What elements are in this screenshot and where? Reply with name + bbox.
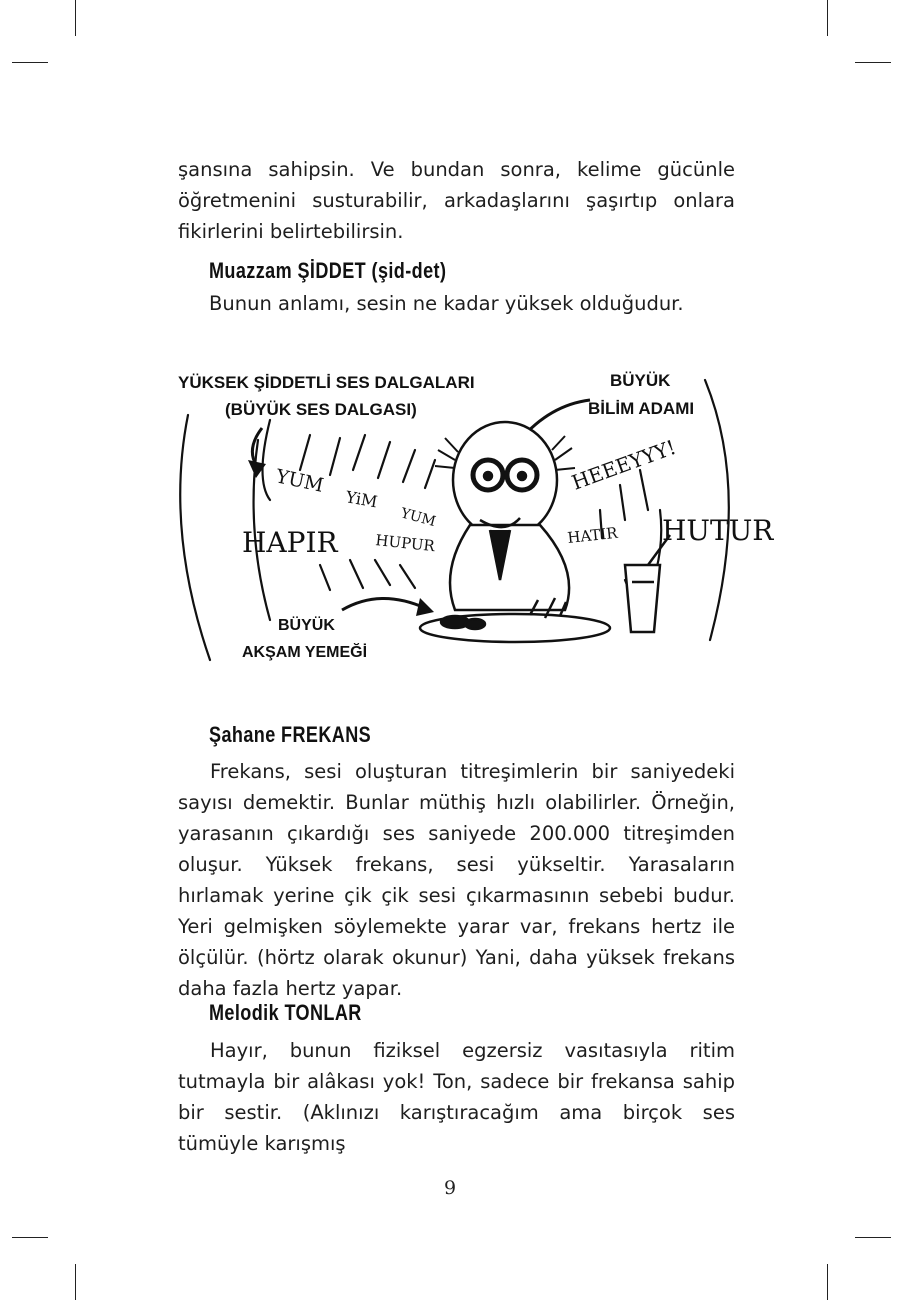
label-scientist-line2: BİLİM ADAMI	[588, 399, 695, 418]
drink-glass	[625, 535, 670, 632]
label-sound-waves-line2: (BÜYÜK SES DALGASI)	[225, 400, 417, 419]
crop-mark	[12, 62, 48, 63]
section-heading-tonlar: Melodik TONLAR	[209, 1000, 362, 1025]
crop-mark	[75, 0, 76, 36]
sound-word-heeeyyy: HEEEYYY!	[568, 434, 680, 495]
section-text-siddet: Bunun anlamı, sesin ne kadar yüksek olduğudur.	[209, 292, 684, 315]
sound-word-hutur: HUTUR	[662, 514, 774, 547]
sound-word-hupur: HUPUR	[374, 531, 436, 556]
section-text-frekans: Frekans, sesi oluşturan titreşimlerin bir saniyedeki sayısı demektir. Bunlar müthiş hızlı olabilirler. Örneğin, yarasanın çıkardığı ses saniyede 200.000 titreşimden oluşur. Yüksek frekans, sesi yükseltir. Yarasaların hırlamak yerine çik çik sesi çıkarmasının sebebi budur. Yeri gelmişken söylemekte yarar var, frekans hertz ile ölçülür. (hörtz olarak okunur) Yani, daha yüksek frekans daha fazla hertz yapar.	[178, 760, 735, 1000]
section-heading-frekans: Şahane FREKANS	[209, 722, 372, 747]
crop-mark	[827, 1264, 828, 1300]
sound-word-hatir: HATIR	[566, 523, 619, 547]
page-number: 9	[443, 1177, 457, 1199]
crop-mark	[75, 1264, 76, 1300]
sound-word-hapir: HAPIR	[242, 526, 338, 559]
crop-mark	[827, 0, 828, 36]
sound-word-yum-1: YUM	[273, 465, 326, 497]
label-scientist-line1: BÜYÜK	[610, 371, 671, 390]
label-dinner-line2: AKŞAM YEMEĞİ	[242, 644, 368, 661]
label-dinner-line1: BÜYÜK	[278, 617, 335, 634]
section-heading-siddet: Muazzam ŞİDDET (şid-det)	[209, 258, 447, 283]
scientist-figure	[450, 422, 569, 610]
section-text-tonlar: Hayır, bunun fiziksel egzersiz vasıtasıyla ritim tutmayla bir alâkası yok! Ton, sadece bir frekansa sahip bir sestir. (Aklınızı karıştıracağım ama birçok ses tümüyle karışmış	[178, 1039, 735, 1155]
sound-word-yum-2: YUM	[398, 505, 438, 531]
label-sound-waves-line1: YÜKSEK ŞİDDETLİ SES DALGALARI	[178, 373, 475, 392]
crop-mark	[855, 1237, 891, 1238]
intro-paragraph: şansına sahipsin. Ve bundan sonra, kelime gücünle öğretmenini susturabilir, arkadaşlarını şaşırtıp onlara fikirlerini belirtebilirsin.	[178, 158, 735, 243]
crop-mark	[12, 1237, 48, 1238]
crop-mark	[855, 62, 891, 63]
sound-word-yim: YiM	[344, 487, 379, 512]
scientist-illustration	[170, 360, 795, 680]
